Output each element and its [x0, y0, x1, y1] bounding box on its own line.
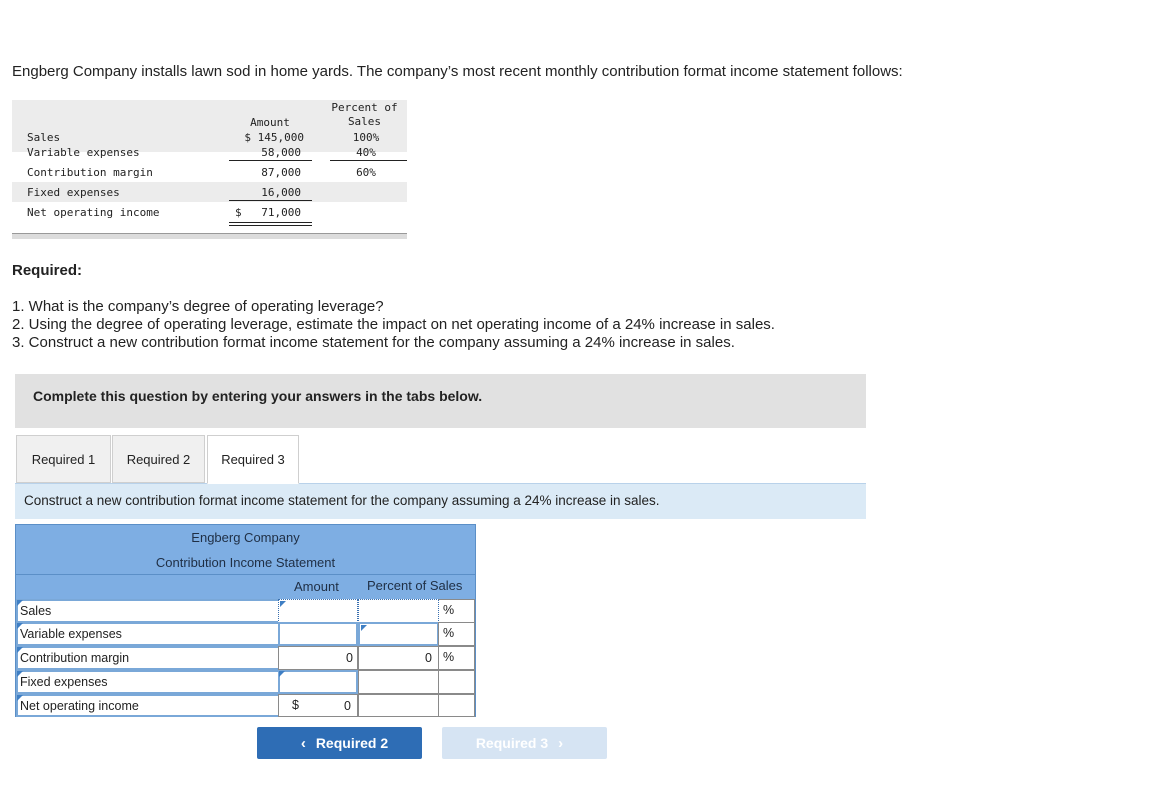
answer-income-statement — [15, 524, 476, 717]
required-title: Required: — [12, 262, 83, 279]
previous-required-button[interactable]: ‹ Required 2 — [257, 727, 422, 759]
variable-expenses-amount-input[interactable] — [278, 622, 358, 646]
fixed-expenses-amount-field[interactable] — [280, 672, 356, 692]
input-marker-icon — [280, 601, 286, 607]
given-row-variable-expenses: Variable expenses 58,000 40% — [27, 146, 376, 159]
complete-text: Complete this question by entering your answers in the tabs below. — [33, 388, 483, 404]
sales-amount-input[interactable] — [278, 599, 358, 623]
input-marker-icon — [17, 623, 23, 629]
given-row-contribution-margin: Contribution margin 87,000 60% — [27, 166, 376, 179]
row-label-fixed-expenses: Fixed expenses — [16, 670, 279, 694]
question-2: 2. Using the degree of operating leverage, estimate the impact on net operating income of a 24% increase in sales. — [12, 316, 775, 333]
chevron-right-icon: › — [558, 734, 564, 752]
tab-required-3[interactable]: Required 3 — [207, 435, 299, 484]
amount-header: Amount — [250, 116, 290, 129]
question-3: 3. Construct a new contribution format income statement for the company assuming a 24% increase in sales. — [12, 334, 735, 351]
contribution-margin-amount: 0 — [278, 646, 358, 670]
variable-expenses-amount-field[interactable] — [280, 624, 356, 644]
fixed-expenses-amount-input[interactable] — [278, 670, 358, 694]
chevron-left-icon: ‹ — [300, 734, 306, 752]
input-marker-icon — [17, 647, 23, 653]
dollar-sign: $ — [292, 698, 299, 712]
tab-required-1[interactable]: Required 1 — [16, 435, 111, 483]
contribution-margin-percent: 0 — [358, 646, 439, 670]
company-name: Engberg Company — [191, 530, 300, 545]
variable-expenses-percent-input[interactable] — [358, 622, 439, 646]
net-operating-income-amount: 0 — [278, 694, 358, 717]
input-marker-icon — [17, 600, 23, 606]
percent-column-header: Percent of Sales — [367, 578, 463, 593]
input-marker-icon — [17, 695, 23, 701]
intro-text: Engberg Company installs lawn sod in home yards. The company’s most recent monthly contribution format income statement follows: — [12, 63, 903, 80]
input-marker-icon — [361, 625, 367, 631]
given-income-statement — [12, 100, 407, 235]
percent-sign: % — [443, 603, 455, 617]
table-bottom-bar — [12, 233, 407, 239]
row-label-variable-expenses: Variable expenses — [16, 622, 279, 646]
given-row-sales: Sales $ 145,000 100% — [27, 131, 380, 144]
given-row-fixed-expenses: Fixed expenses 16,000 — [27, 186, 301, 199]
next-required-button: Required 3 › — [442, 727, 607, 759]
input-marker-icon — [17, 671, 23, 677]
question-1: 1. What is the company’s degree of operating leverage? — [12, 298, 384, 315]
percent-header: Percent of Sales — [331, 101, 398, 128]
row-label-contribution-margin: Contribution margin — [16, 646, 279, 670]
percent-sign: % — [443, 626, 455, 640]
statement-title: Contribution Income Statement — [155, 555, 336, 570]
given-row-net-operating-income: Net operating income $ 71,000 — [27, 206, 301, 219]
sales-percent-input[interactable] — [358, 599, 439, 623]
amount-column-header: Amount — [294, 579, 339, 594]
tab-required-2[interactable]: Required 2 — [112, 435, 205, 483]
row-label-net-operating-income: Net operating income — [16, 694, 279, 717]
row-label-sales: Sales — [16, 599, 279, 623]
input-marker-icon — [279, 671, 285, 677]
percent-sign: % — [443, 650, 455, 664]
instruction-text: Construct a new contribution format income statement for the company assuming a 24% increase in sales. — [24, 493, 660, 508]
